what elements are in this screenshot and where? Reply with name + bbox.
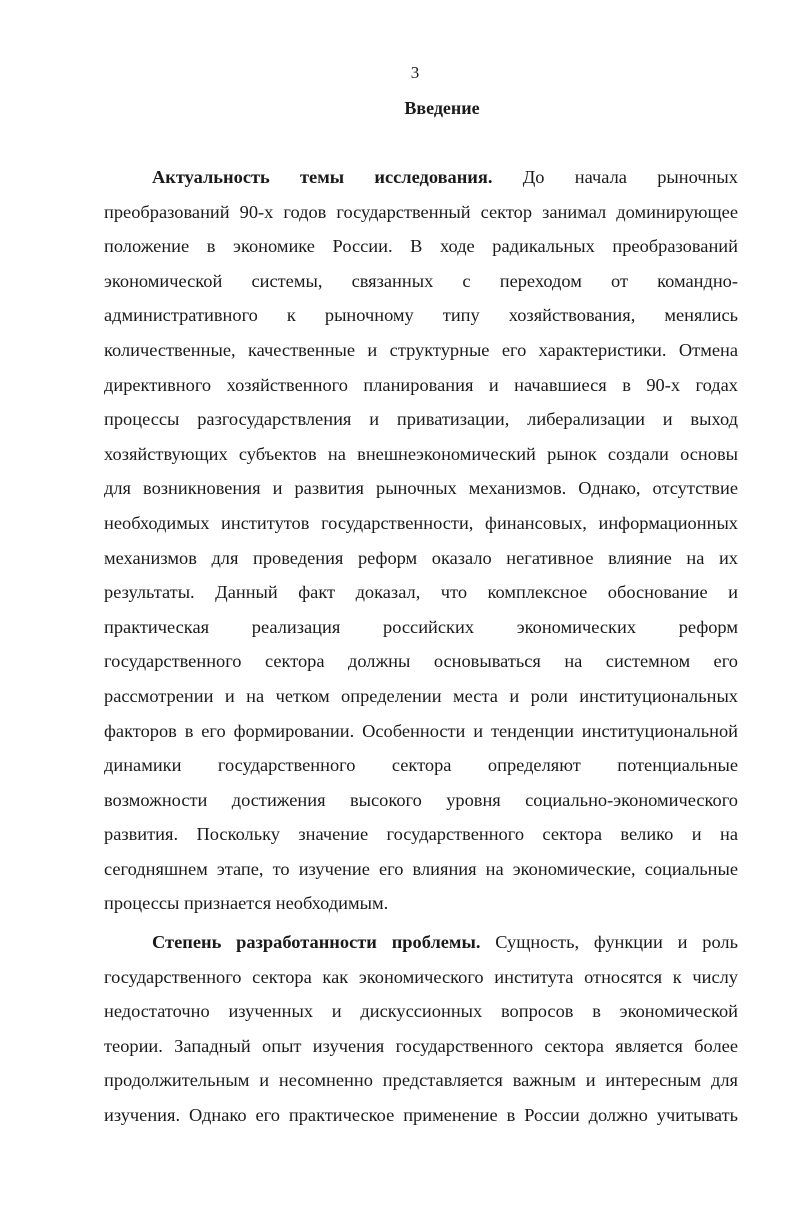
paragraph-line: государственного сектора как экономического института относятся к числу <box>104 966 738 987</box>
paragraph-line: преобразований 90-х годов государственный сектор занимал доминирующее <box>104 201 738 222</box>
paragraph-line: недостаточно изученных и дискуссионных вопросов в экономической <box>104 1001 738 1022</box>
paragraph-relevance <box>104 160 738 921</box>
page-number: 3 <box>410 63 420 82</box>
paragraph-line: продолжительным и несомненно представляется важным и интересным для <box>104 1070 738 1091</box>
paragraph-line: возможности достижения высокого уровня социально-экономического <box>104 789 738 810</box>
paragraph-line: положение в экономике России. В ходе радикальных преобразований <box>104 236 738 257</box>
paragraph-line: динамики государственного сектора определяют потенциальные <box>104 755 738 776</box>
paragraph-lead: Степень разработанности проблемы. <box>152 932 481 952</box>
paragraph-line: административного к рыночному типу хозяйствования, менялись <box>104 305 738 326</box>
paragraph-line: факторов в его формировании. Особенности и тенденции институциональной <box>104 720 738 741</box>
paragraph-line: для возникновения и развития рыночных механизмов. Однако, отсутствие <box>104 478 738 499</box>
section-heading: Введение <box>404 98 480 118</box>
paragraph-line: экономической системы, связанных с переходом от командно- <box>104 270 738 291</box>
paragraph-line: теории. Западный опыт изучения государственного сектора является более <box>104 1035 738 1056</box>
paragraph-line <box>104 925 738 960</box>
paragraph-line: необходимых институтов государственности, финансовых, информационных <box>104 512 738 533</box>
line-text: До начала рыночных <box>492 167 738 187</box>
paragraph-line: рассмотрении и на четком определении места и роли институциональных <box>104 685 738 706</box>
paragraph-development <box>104 925 738 1133</box>
paragraph-line: количественные, качественные и структурные его характеристики. Отмена <box>104 339 738 360</box>
paragraph-line <box>104 160 738 195</box>
paragraph-line: механизмов для проведения реформ оказало негативное влияние на их <box>104 547 738 568</box>
paragraph-line: процессы разгосударствления и приватизации, либерализации и выход <box>104 409 738 430</box>
paragraph-line: сегодняшнем этапе, то изучение его влияния на экономические, социальные <box>104 858 738 879</box>
paragraph-line: государственного сектора должны основываться на системном его <box>104 651 738 672</box>
paragraph-line: результаты. Данный факт доказал, что комплексное обоснование и <box>104 582 738 603</box>
paragraph-line: изучения. Однако его практическое применение в России должно учитывать <box>104 1104 738 1125</box>
paragraph-line: развития. Поскольку значение государственного сектора велико и на <box>104 824 738 845</box>
paragraph-line: практическая реализация российских экономических реформ <box>104 616 738 637</box>
line-text: Сущность, функции и роль <box>480 932 738 952</box>
paragraph-lead: Актуальность темы исследования. <box>152 167 493 187</box>
paragraph-line: процессы признается необходимым. <box>104 893 389 914</box>
paragraph-line: хозяйствующих субъектов на внешнеэкономический рынок создали основы <box>104 443 738 464</box>
paragraph-line: директивного хозяйственного планирования и начавшиеся в 90-х годах <box>104 374 738 395</box>
